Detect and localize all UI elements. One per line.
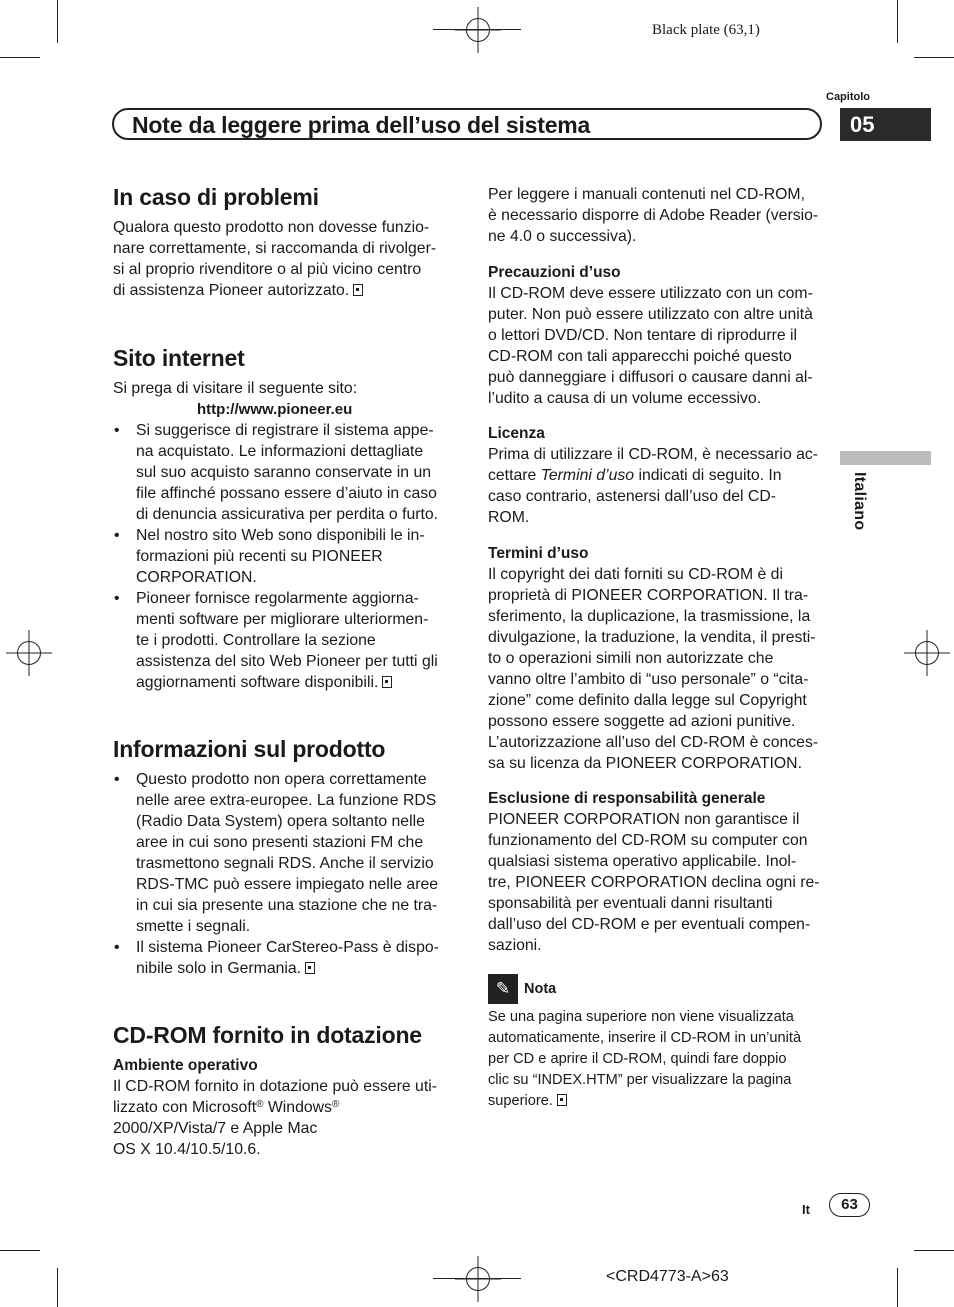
pencil-note-icon: ✎ [488,974,518,1004]
internet-section [113,344,458,693]
crop-mark [897,0,898,43]
cdrom-section [113,1021,458,1160]
note-section [488,974,833,1112]
license-heading: Licenza [488,425,545,442]
list-item: • Questo prodotto non opera correttamente nelle aree extra-europee. La funzione RDS (Radio Data System) opera soltanto nelle aree in cui sono presenti stazioni FM che trasmettono segnali RDS. Anche il servizio RDS-TMC può essere impiegato nelle aree in cui sia presente una stazione che ne tra- smette i segnali. [113,769,458,937]
registration-mark-icon [466,18,490,42]
language-tab [840,451,931,465]
list-item: • Si suggerisce di registrare il sistema appe- na acquistato. Le informazioni dettagliate sul suo acquisto saranno conservate in un file affinché possano essere d’aiuto in caso di denuncia assicurativa per perdita o furto. [113,420,458,525]
end-mark-icon [353,284,363,296]
internet-intro: Si prega di visitare il seguente sito: [113,380,358,397]
cdrom-subheading: Ambiente operativo [113,1057,258,1074]
problems-heading: In caso di problemi [113,184,319,210]
list-item: • Pioneer fornisce regolarmente aggiorna- menti software per migliorare ulteriormen- te i prodotti. Controllare la sezione assistenza del sito Web Pioneer per tutti gli aggiornamenti software disponibili. [113,588,458,693]
registration-mark-icon [915,641,939,665]
end-mark-icon [382,676,392,688]
product-heading: Informazioni sul prodotto [113,736,386,762]
disclaimer-heading: Esclusione di responsabilità generale [488,790,766,807]
crop-mark [897,1268,898,1307]
disclaimer-section: Esclusione di responsabilità generale PIONEER CORPORATION non garantisce il funzionamento del CD-ROM su computer con qualsiasi sistema operativo applicabile. Inol- tre, PIONEER CORPORATION declina ogni re- sponsabilità per eventuali danni risultanti dall’uso del CD-ROM e per eventuali compen- sazioni. [488,788,833,956]
language-label: Italiano [851,472,868,531]
crop-mark [57,0,58,43]
language-code: It [802,1202,810,1217]
crop-mark [914,1250,954,1251]
terms-section: Termini d’uso Il copyright dei dati forniti su CD-ROM è di proprietà di PIONEER CORPORATION. Il tra- sferimento, la duplicazione, la trasmissione, la divulgazione, la traduzione, la vendita, il presti- to o operazioni simili non autorizzate che vanno oltre l’ambito di “uso personale” o “cita- zione” come definito dalla legge sul Copyright possono essere soggette ad azioni punitive. L’autorizzazione all’uso del CD-ROM è conces- sa su licenza da PIONEER CORPORATION. [488,543,833,774]
chapter-number: 05 [840,108,931,141]
document-code: <CRD4773-A>63 [606,1268,729,1285]
internet-heading: Sito internet [113,345,245,371]
terms-heading: Termini d’uso [488,545,589,562]
end-mark-icon [557,1094,567,1106]
cdrom-heading: CD-ROM fornito in dotazione [113,1022,422,1048]
note-heading: Nota [524,981,557,998]
pioneer-url-link[interactable]: http://www.pioneer.eu [197,401,353,418]
problems-text: Qualora questo prodotto non dovesse funzio- nare correttamente, si raccomanda di rivolger- si al proprio rivenditore o al più vicino centro di assistenza Pioneer autorizzato. [113,219,437,299]
product-section [113,735,458,979]
internet-bullets [113,420,458,693]
section-header [112,108,822,140]
precautions-heading: Precauzioni d’uso [488,264,621,281]
section-title: Note da leggere prima dell’uso del sistema [132,112,591,138]
crop-mark [914,57,954,58]
note-text: Se una pagina superiore non viene visualizzata automaticamente, inserire il CD-ROM in un’unità per CD e aprire il CD-ROM, quindi fare doppio clic su “INDEX.HTM” per visualizzare la pagina superiore. [488,1009,802,1109]
crop-mark [0,1250,40,1251]
license-section: Licenza Prima di utilizzare il CD-ROM, è necessario ac- cettare Termini d’uso indicati di seguito. In caso contrario, astenersi dall’uso del CD- ROM. [488,423,833,528]
page-number: 63 [829,1193,870,1217]
end-mark-icon [305,962,315,974]
registration-mark-icon [17,641,41,665]
cdrom-intro: Per leggere i manuali contenuti nel CD-ROM, è necessario disporre di Adobe Reader (versio- ne 4.0 o successiva). [488,186,819,245]
precautions-section: Precauzioni d’uso Il CD-ROM deve essere utilizzato con un com- puter. Non può essere utilizzato con altre unità o lettori DVD/CD. Non tentare di riprodurre il CD-ROM con tali apparecchi poiché questo può danneggiare i diffusori o causare danni al- l’udito a causa di un volume eccessivo. [488,262,833,409]
crop-mark [57,1268,58,1307]
registration-mark-icon [466,1267,490,1291]
list-item: • Nel nostro sito Web sono disponibili le in- formazioni più recenti su PIONEER CORPORATION. [113,525,458,588]
note-header [488,974,833,1004]
chapter-label: Capitolo [826,91,870,103]
list-item: • Il sistema Pioneer CarStereo-Pass è dispo- nibile solo in Germania. [113,937,458,979]
cdrom-text: Il CD-ROM fornito in dotazione può essere uti- lizzato con Microsoft® Windows® 2000/XP/Vista/7 e Apple Mac OS X 10.4/10.5/10.6. [113,1078,437,1158]
crop-mark [0,57,40,58]
plate-label: Black plate (63,1) [652,22,760,38]
problems-section [113,183,458,301]
product-bullets [113,769,458,979]
